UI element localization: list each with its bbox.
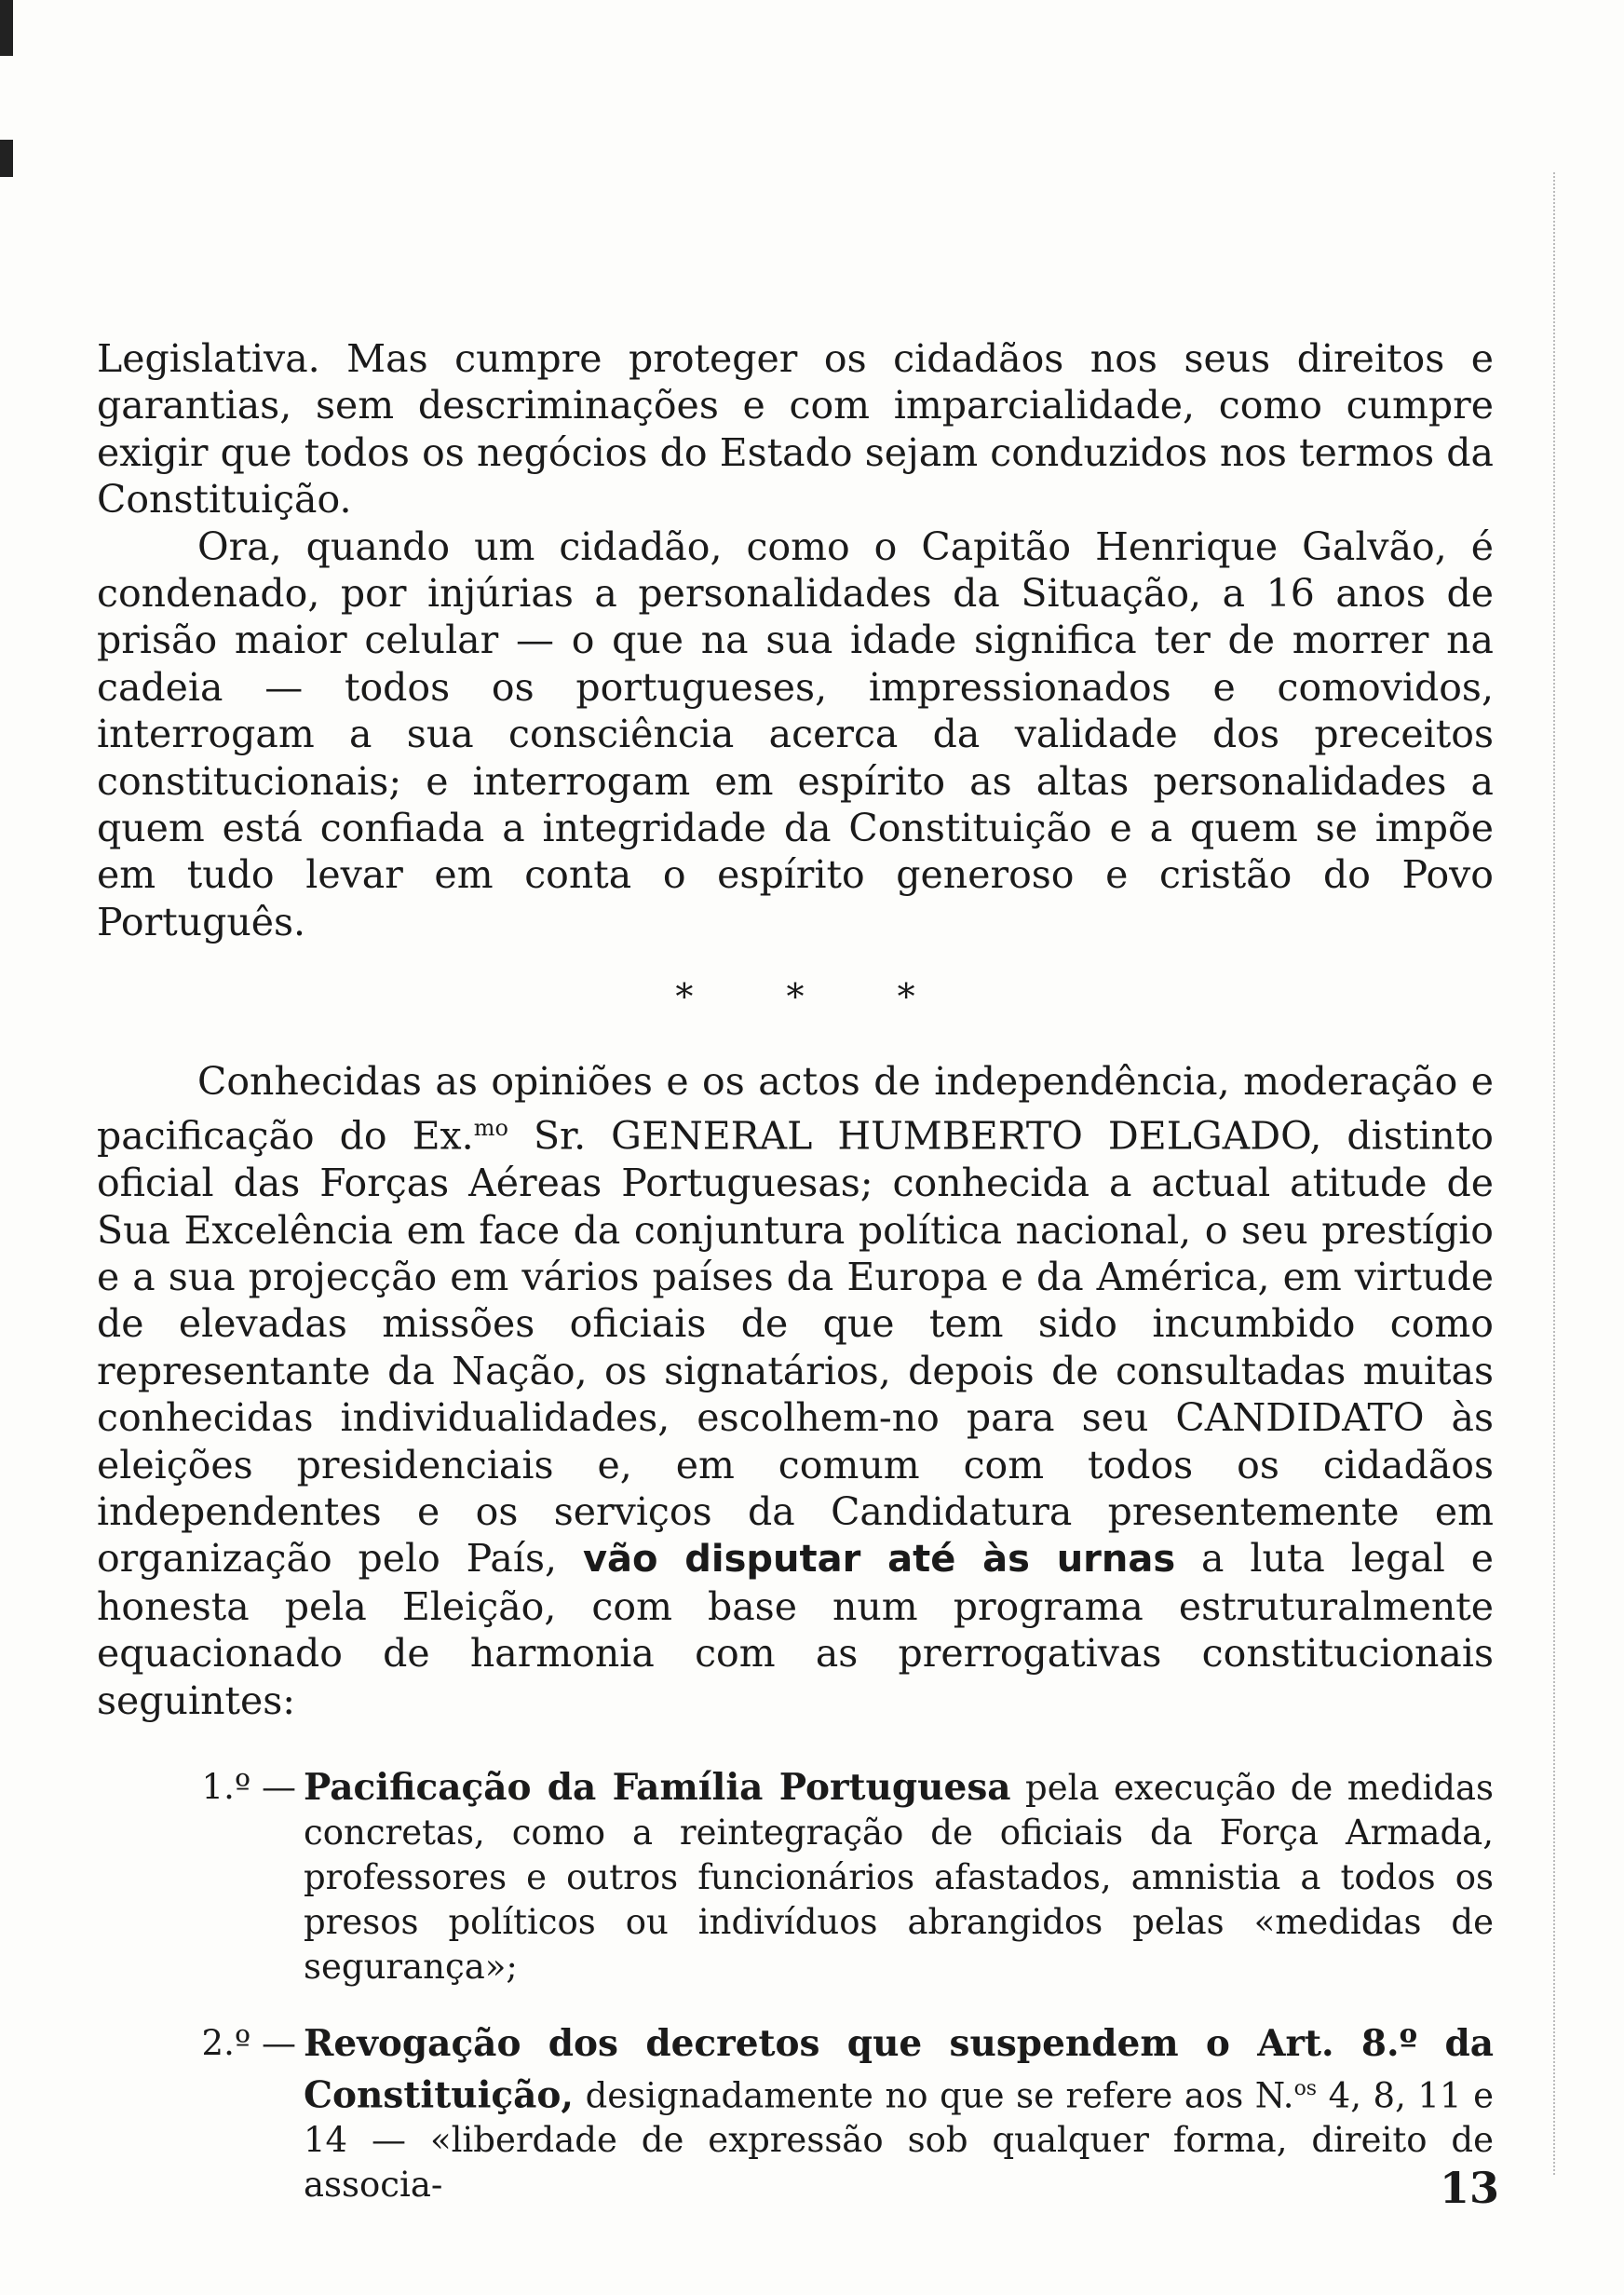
superscript: mo	[473, 1115, 508, 1142]
list-item-title: Pacificação da Família Portuguesa	[304, 1766, 1011, 1810]
program-list	[97, 1765, 1494, 2207]
list-item-body	[304, 2021, 1494, 2207]
scan-edge-mark	[0, 0, 13, 56]
emphasis-text: vão disputar até às urnas	[582, 1538, 1176, 1582]
list-item-title: Revogação dos decretos que suspendem o Art. 8.º da Constituição,	[304, 2022, 1494, 2117]
paragraph-galvao: Ora, quando um cidadão, como o Capitão Henrique Galvão, é condenado, por injúrias a personalidades da Situação, a 16 anos de prisão maior celular — o que na sua idade significa ter de morrer na cadeia — todos os portugueses, impressionados e comovidos, interrogam a sua consciência acerca da validade dos preceitos constitucionais; e interrogam em espírito as altas personalidades a quem está confiada a integridade da Constituição e a quem se impõe em tudo levar em conta o espírito generoso e cristão do Povo Português.	[97, 523, 1494, 944]
list-item	[97, 1765, 1494, 1989]
scan-margin-line	[1553, 172, 1557, 2175]
text-run: a luta legal e honesta pela Eleição, com base num programa estruturalmente equacionado de harmonia com as prerrogativas constitucionais seguintes:	[97, 1536, 1495, 1723]
paragraph-legislativa: Legislativa. Mas cumpre proteger os cidadãos nos seus direitos e garantias, sem descriminações e com imparcialidade, como cumpre exigir que todos os negócios do Estado sejam conduzidos nos termos da Constituição.	[97, 336, 1494, 523]
list-item	[97, 2021, 1494, 2207]
scan-edge-mark	[0, 140, 13, 177]
list-item-number: 2.º —	[201, 2023, 296, 2064]
page-body	[97, 335, 1494, 2239]
page-number: 13	[1439, 2163, 1499, 2213]
list-item-body	[304, 1765, 1494, 1989]
list-item-text: pela execução de medidas concretas, como a reintegração de oficiais da Força Armada, professores e outros funcionários afastados, amnistia a todos os presos políticos ou indivíduos abrangidos pelas «medidas de segurança»;	[304, 1768, 1494, 1988]
list-item-text: designadamente no que se refere aos N.	[574, 2075, 1294, 2116]
list-item-number: 1.º —	[201, 1767, 296, 1808]
paragraph-candidato	[97, 1058, 1494, 1724]
list-item-text: 4, 8, 11 e 14 — «liberdade de expressão sob qualquer forma, direito de associa-	[304, 2075, 1494, 2206]
superscript: os	[1293, 2077, 1318, 2101]
text-run: Conhecidas as opiniões e os actos de independência, moderação e pacificação do Ex.	[97, 1058, 1494, 1159]
text-run: Sr. GENERAL HUMBERTO DELGADO, distinto oficial das Forças Aéreas Portuguesas; conhecida a actual atitude de Sua Excelência em face da conjuntura política nacional, o seu prestígio e a sua projecção em vários países da Europa e da América, em virtude de elevadas missões oficiais de que tem sido incumbido como representante da Nação, os signatários, depois de consultadas muitas conhecidas individualidades, escolhem-no para seu CANDIDATO às eleições presidenciais e, em comum com todos os cidadãos independentes e os serviços da Candidatura presentemente em organização pelo País,	[97, 1113, 1494, 1582]
section-separator: * * *	[675, 976, 956, 1018]
